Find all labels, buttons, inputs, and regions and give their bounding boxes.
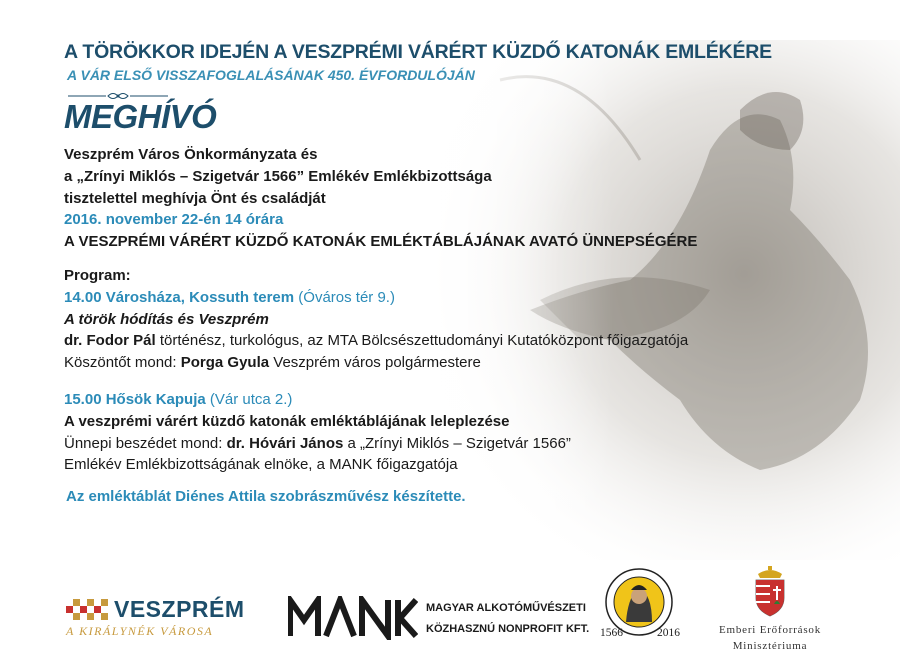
sculptor-credit: Az emléktáblát Diénes Attila szobrászművész készítette. xyxy=(66,488,466,506)
invitation-heading: MEGHÍVÓ xyxy=(64,98,217,135)
veszprem-checker-icon xyxy=(66,598,110,626)
host-line-1: Veszprém Város Önkormányzata és xyxy=(64,146,318,163)
program-item-1-topic: A török hódítás és Veszprém xyxy=(64,310,269,328)
program-item-1-greeting xyxy=(64,352,864,374)
seal-years xyxy=(600,627,680,639)
emmi-line-2: Minisztériuma xyxy=(732,640,808,652)
program-item-1-speaker xyxy=(64,330,864,352)
speaker-description: történész, turkológus, az MTA Bölcsészettudományi Kutatóközpont főigazgatója xyxy=(155,332,689,350)
zrinyi-memorial-seal xyxy=(596,566,682,652)
speech-name: dr. Hóvári János xyxy=(226,434,344,452)
program-item-2-topic: A veszprémi várért küzdő katonák emléktáblájának leleplezése xyxy=(64,412,510,430)
mank-line-2: KÖZHASZNÚ NONPROFIT KFT. xyxy=(426,623,590,635)
program-item-1-address: (Óváros tér 9.) xyxy=(294,288,395,306)
invite-line: tisztelettel meghívja Önt és családját xyxy=(64,189,326,207)
program-item-1-header xyxy=(64,287,864,309)
seal-year-right: 2016 xyxy=(657,627,680,639)
program-item-2-header xyxy=(64,389,864,411)
mank-line-1: MAGYAR ALKOTÓMŰVÉSZETI xyxy=(426,602,586,614)
program-item-1-time-place: 14.00 Városháza, Kossuth terem xyxy=(64,288,295,306)
speech-description: a „Zrínyi Miklós – Szigetvár 1566” xyxy=(343,434,571,452)
greeting-description: Veszprém város polgármestere xyxy=(269,354,481,372)
program-item-2-address: (Vár utca 2.) xyxy=(205,390,293,408)
speech-prefix: Ünnepi beszédet mond: xyxy=(64,434,227,452)
invitation-content xyxy=(64,40,864,505)
host-line-2: a „Zrínyi Miklós – Szigetvár 1566” Emlékév Emlékbizottsága xyxy=(64,167,492,185)
program-section xyxy=(64,265,864,476)
hungarian-coat-of-arms-icon xyxy=(752,564,788,618)
veszprem-name: VESZPRÉM xyxy=(114,596,245,622)
speaker-name: dr. Fodor Pál xyxy=(64,332,156,350)
program-label: Program: xyxy=(64,266,131,284)
emmi-line-1: Emberi Erőforrások xyxy=(718,624,822,636)
seal-year-left: 1566 xyxy=(600,627,623,639)
emmi-text xyxy=(700,622,840,654)
program-item-2-speech xyxy=(64,433,864,455)
subtitle: A VÁR ELSŐ VISSZAFOGLALÁSÁNAK 450. ÉVFORDULÓJÁN xyxy=(67,67,475,83)
program-item-2-time-place: 15.00 Hősök Kapuja xyxy=(64,390,206,408)
mank-text xyxy=(426,598,589,640)
main-title: A TÖRÖKKOR IDEJÉN A VESZPRÉMI VÁRÉRT KÜZDŐ KATONÁK EMLÉKÉRE xyxy=(64,41,772,63)
emmi-logo xyxy=(700,560,840,672)
ornament-divider xyxy=(68,88,864,98)
veszprem-tagline: A KIRÁLYNÉK VÁROSA xyxy=(66,624,214,638)
greeting-prefix: Köszöntőt mond: xyxy=(64,354,181,372)
mank-mark-icon xyxy=(288,596,418,640)
program-item-2-speech-cont: Emlékév Emlékbizottságának elnöke, a MANK főigazgatója xyxy=(64,456,458,474)
event-name: A VESZPRÉMI VÁRÉRT KÜZDŐ KATONÁK EMLÉKTÁBLÁJÁNAK AVATÓ ÜNNEPSÉGÉRE xyxy=(64,233,698,251)
logo-bar xyxy=(0,560,900,672)
greeting-name: Porga Gyula xyxy=(180,354,270,372)
event-date: 2016. november 22-én 14 órára xyxy=(64,211,284,229)
